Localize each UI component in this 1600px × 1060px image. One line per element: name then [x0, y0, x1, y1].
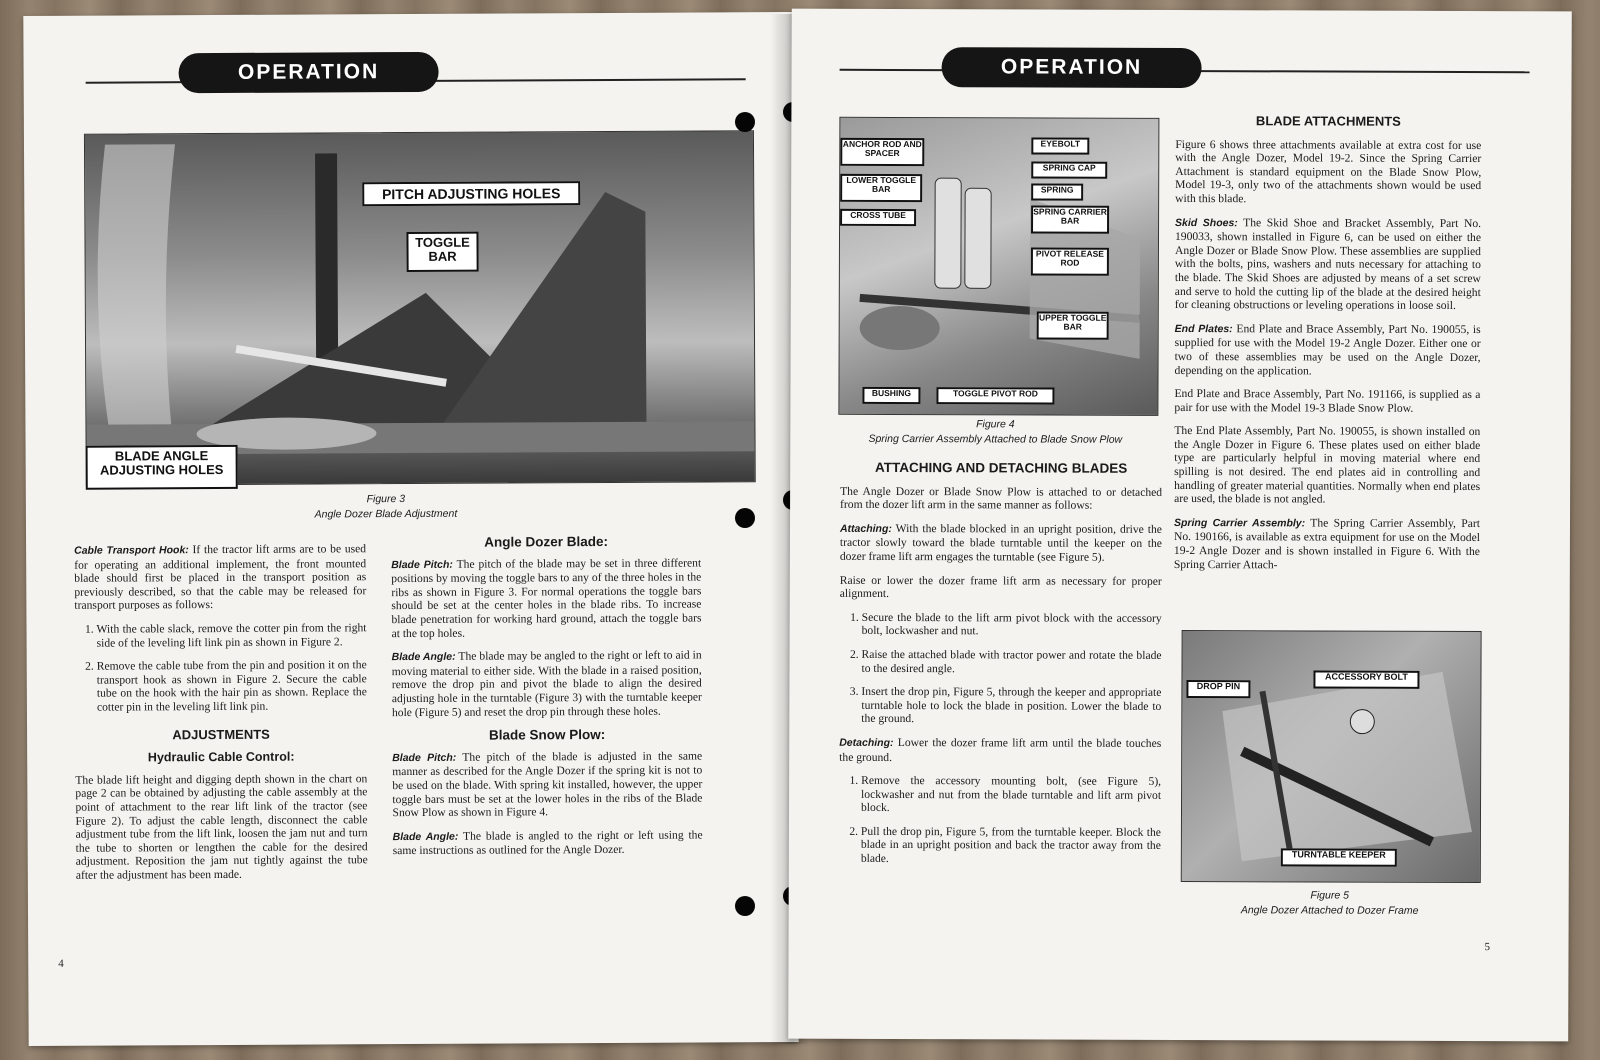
cross-tube-callout: CROSS TUBE: [840, 209, 916, 226]
figure-3-title: Angle Dozer Blade Adjustment: [314, 507, 458, 521]
end-plates-text-3: The End Plate Assembly, Part No. 190055, is shown installed on the Angle Dozer in Figure 6. These plates used on either blade type are particularly helpful in moving material where end spilling is not desired. The end plates aid in controlling and handling of greater material quantities. Normally when end plates are used, the blade is not angled.: [1174, 424, 1481, 506]
bushing-callout: BUSHING: [862, 387, 920, 404]
sp-angle-text: The blade is angled to the right or left using the same instructions as outlined for the Angle Dozer.: [392, 828, 703, 858]
list-item: 1. With the cable slack, remove the cotter pin from the right side of the leveling lift link pin as shown in Figure 2.: [96, 621, 366, 650]
left-column-1: [74, 542, 368, 892]
pitch-holes-callout: PITCH ADJUSTING HOLES: [362, 181, 580, 206]
eyebolt-callout: EYEBOLT: [1031, 137, 1089, 154]
list-item: 2. Pull the drop pin, Figure 5, from the turntable keeper. Block the blade in an upright position and back the tractor away from the blade.: [861, 825, 1161, 867]
blade-angle-callout: BLADE ANGLE ADJUSTING HOLES: [86, 445, 238, 490]
attach-steps: [839, 611, 1161, 727]
list-item: 2. Remove the cable tube from the pin and position it on the transport hook as shown in Figure 2. Secure the cable tube on the hook with the hair pin as shown. Replace the cotter pin in the leveling lift link pin.: [97, 658, 367, 714]
list-item: 1. Secure the blade to the lift arm pivot block with the accessory bolt, lockwasher and nut.: [862, 611, 1162, 639]
left-page: [23, 12, 798, 1046]
detaching-text: Lower the dozer frame lift arm until the blade touches the ground.: [839, 735, 1162, 764]
figure-3-caption: [286, 492, 486, 523]
right-column-2: [1174, 114, 1482, 582]
page-header: OPERATION: [179, 52, 439, 93]
upper-toggle-callout: UPPER TOGGLE BAR: [1037, 311, 1109, 339]
attaching-lead: Attaching:: [839, 522, 892, 535]
drop-pin-callout: DROP PIN: [1186, 680, 1250, 698]
sp-pitch-text: The pitch of the blade is adjusted in the same manner as described for the Angle Dozer if the spring kit is not to be used on the blade. With spring kit installed, however, the upper toggle bars must be set at the lower holes in the ribs of the Blade Snow Plow as shown in Figure 4.: [392, 749, 703, 820]
angle-lead: Blade Angle:: [391, 650, 456, 664]
cable-hook-text: If the tractor lift arms are to be used for operating an additional implement, the front mounted blade should first be placed in the transport position as previously described, so that the cable may be released for transport purposes as follows:: [74, 542, 367, 613]
accessory-bolt-callout: ACCESSORY BOLT: [1313, 670, 1419, 688]
binder-hole: [735, 896, 755, 916]
pitch-text: The pitch of the blade may be set in three different positions by moving the toggle bars to any of the three holes in the ribs as shown in Figure 3. For normal operations the toggle bars should be set at the center holes in the blade ribs. To increase blade penetration for working hard ground, attach the toggle bars at the top holes.: [391, 556, 702, 640]
turntable-keeper-callout: TURNTABLE KEEPER: [1281, 848, 1397, 866]
end-plates-text-2: End Plate and Brace Assembly, Part No. 191166, is supplied as a pair for use with the Model 19-3 Blade Snow Plow.: [1174, 387, 1481, 415]
hydraulic-text: The blade lift height and digging depth shown in the chart on page 2 can be obtained by adjusting the cable assembly at the point of attachment to the rear lift link of the tractor (see Figure 2). To adjust the cable length, disconnect the cable adjustment tube from the lift link, loosen the jam nut and turn the tube to shorten or lengthen the cable for the desired adjustment. Reposition the jam nut tightly against the tube after the adjustment has been made.: [75, 771, 368, 882]
left-column-2: [391, 534, 703, 867]
dozer-frame-illustration: [1182, 631, 1481, 882]
end-plates-lead: End Plates:: [1174, 322, 1233, 335]
spring-callout: SPRING: [1031, 183, 1083, 200]
figure-5-caption: [1181, 888, 1479, 919]
figure-5-photo: [1181, 630, 1482, 883]
binder-hole: [735, 508, 755, 528]
sp-pitch-lead: Blade Pitch:: [392, 751, 457, 764]
attachments-intro: Figure 6 shows three attachments available at extra cost for use with the Angle Dozer, Model 19-2. Since the Spring Carrier Attachment is standard equipment on the Blade Snow Plow, Model 19-3, only two of the attachments shown would be used with this blade.: [1175, 137, 1482, 206]
pitch-lead: Blade Pitch:: [391, 558, 453, 571]
spring-carrier-text: The Spring Carrier Assembly, Part No. 190166, is available as extra equipment for use on the Model 19-2 Angle Dozer and is shown installed in Figure 6. With the Spring Carrier Attach-: [1173, 516, 1480, 571]
spring-cap-callout: SPRING CAP: [1031, 161, 1107, 178]
list-item: 2. Raise the attached blade with tractor power and rotate the blade to the desired angle.: [861, 648, 1161, 676]
attaching-intro: The Angle Dozer or Blade Snow Plow is attached to or detached from the dozer lift arm in the same manner as follows:: [840, 484, 1163, 512]
angle-text: The blade may be angled to the right or left to aid in moving material to either side. With the blade in a raised position, remove the drop pin and pivot the blade to align the desired adjusting hole in the turntable (Figure 3) with the turntable keeper hole (Figure 5) and reset the drop pin through these holes.: [391, 648, 702, 719]
hydraulic-heading: Hydraulic Cable Control:: [147, 749, 295, 765]
spring-carrier-callout: SPRING CARRIER BAR: [1031, 205, 1109, 233]
raise-text: Raise or lower the dozer frame lift arm as necessary for proper alignment.: [839, 573, 1162, 601]
pivot-release-callout: PIVOT RELEASE ROD: [1031, 247, 1109, 275]
blade-attachments-heading: BLADE ATTACHMENTS: [1255, 113, 1401, 129]
list-item: 3. Insert the drop pin, Figure 5, through the keeper and appropriate turntable hole to lock the blade in position. Lower the blade to the ground.: [861, 685, 1161, 727]
cable-steps: [74, 621, 366, 714]
figure-4-label: Figure 4: [976, 418, 1015, 431]
figure-4-title: Spring Carrier Assembly Attached to Blade Snow Plow: [868, 432, 1123, 446]
figure-3-label: Figure 3: [366, 493, 406, 506]
angle-dozer-heading: Angle Dozer Blade:: [484, 533, 608, 550]
skid-text: The Skid Shoe and Bracket Assembly, Part No. 190033, shown installed in Figure 6, can be used on either the Angle Dozer or Blade Snow Plow. These assemblies are supplied with the bolts, pins, washers and nuts necessary for attaching to the blade. The Skid Shoes are adjusted by means of a set screw and serve to hold the cutting lip of the blade at the desired height for cleaning obstructions or leveling operations in loose soil.: [1174, 215, 1482, 313]
adjustments-heading: ADJUSTMENTS: [172, 726, 270, 742]
toggle-bar-callout: TOGGLE BAR: [406, 232, 478, 272]
figure-5-title: Angle Dozer Attached to Dozer Frame: [1240, 904, 1419, 917]
page-number: 4: [58, 957, 64, 970]
sp-angle-lead: Blade Angle:: [392, 830, 459, 843]
right-column-1: [839, 461, 1162, 877]
right-page: [788, 9, 1572, 1042]
binder-hole: [735, 112, 755, 132]
end-plates-text: End Plate and Brace Assembly, Part No. 190055, is supplied for use with the Model 19-2 Angle Dozer. Either one or two of these assemblies may be used on the Angle Dozer, depending on the application.: [1174, 321, 1481, 377]
list-item: 1. Remove the accessory mounting bolt, (see Figure 5), lockwasher and nut from the blade turntable and lift arm pivot block.: [861, 774, 1161, 816]
page-number: 5: [1484, 941, 1491, 954]
anchor-rod-callout: ANCHOR ROD AND SPACER: [840, 138, 924, 166]
attaching-heading: ATTACHING AND DETACHING BLADES: [875, 459, 1128, 476]
skid-lead: Skid Shoes:: [1175, 216, 1238, 229]
figure-4-caption: [830, 417, 1160, 448]
detaching-lead: Detaching:: [839, 736, 894, 749]
detach-steps: [839, 774, 1161, 867]
spring-carrier-lead: Spring Carrier Assembly:: [1173, 516, 1306, 530]
page-header: OPERATION: [942, 47, 1202, 88]
toggle-pivot-callout: TOGGLE PIVOT ROD: [936, 387, 1054, 404]
cable-hook-lead: Cable Transport Hook:: [74, 544, 189, 557]
lower-toggle-callout: LOWER TOGGLE BAR: [840, 174, 922, 202]
snow-plow-heading: Blade Snow Plow:: [488, 727, 606, 743]
attaching-text: With the blade blocked in an upright position, drive the tractor slowly toward the blade turntable until the keeper on the dozer frame lift arm engages the turntable (see Figure 5).: [839, 521, 1162, 564]
figure-5-label: Figure 5: [1310, 889, 1349, 902]
